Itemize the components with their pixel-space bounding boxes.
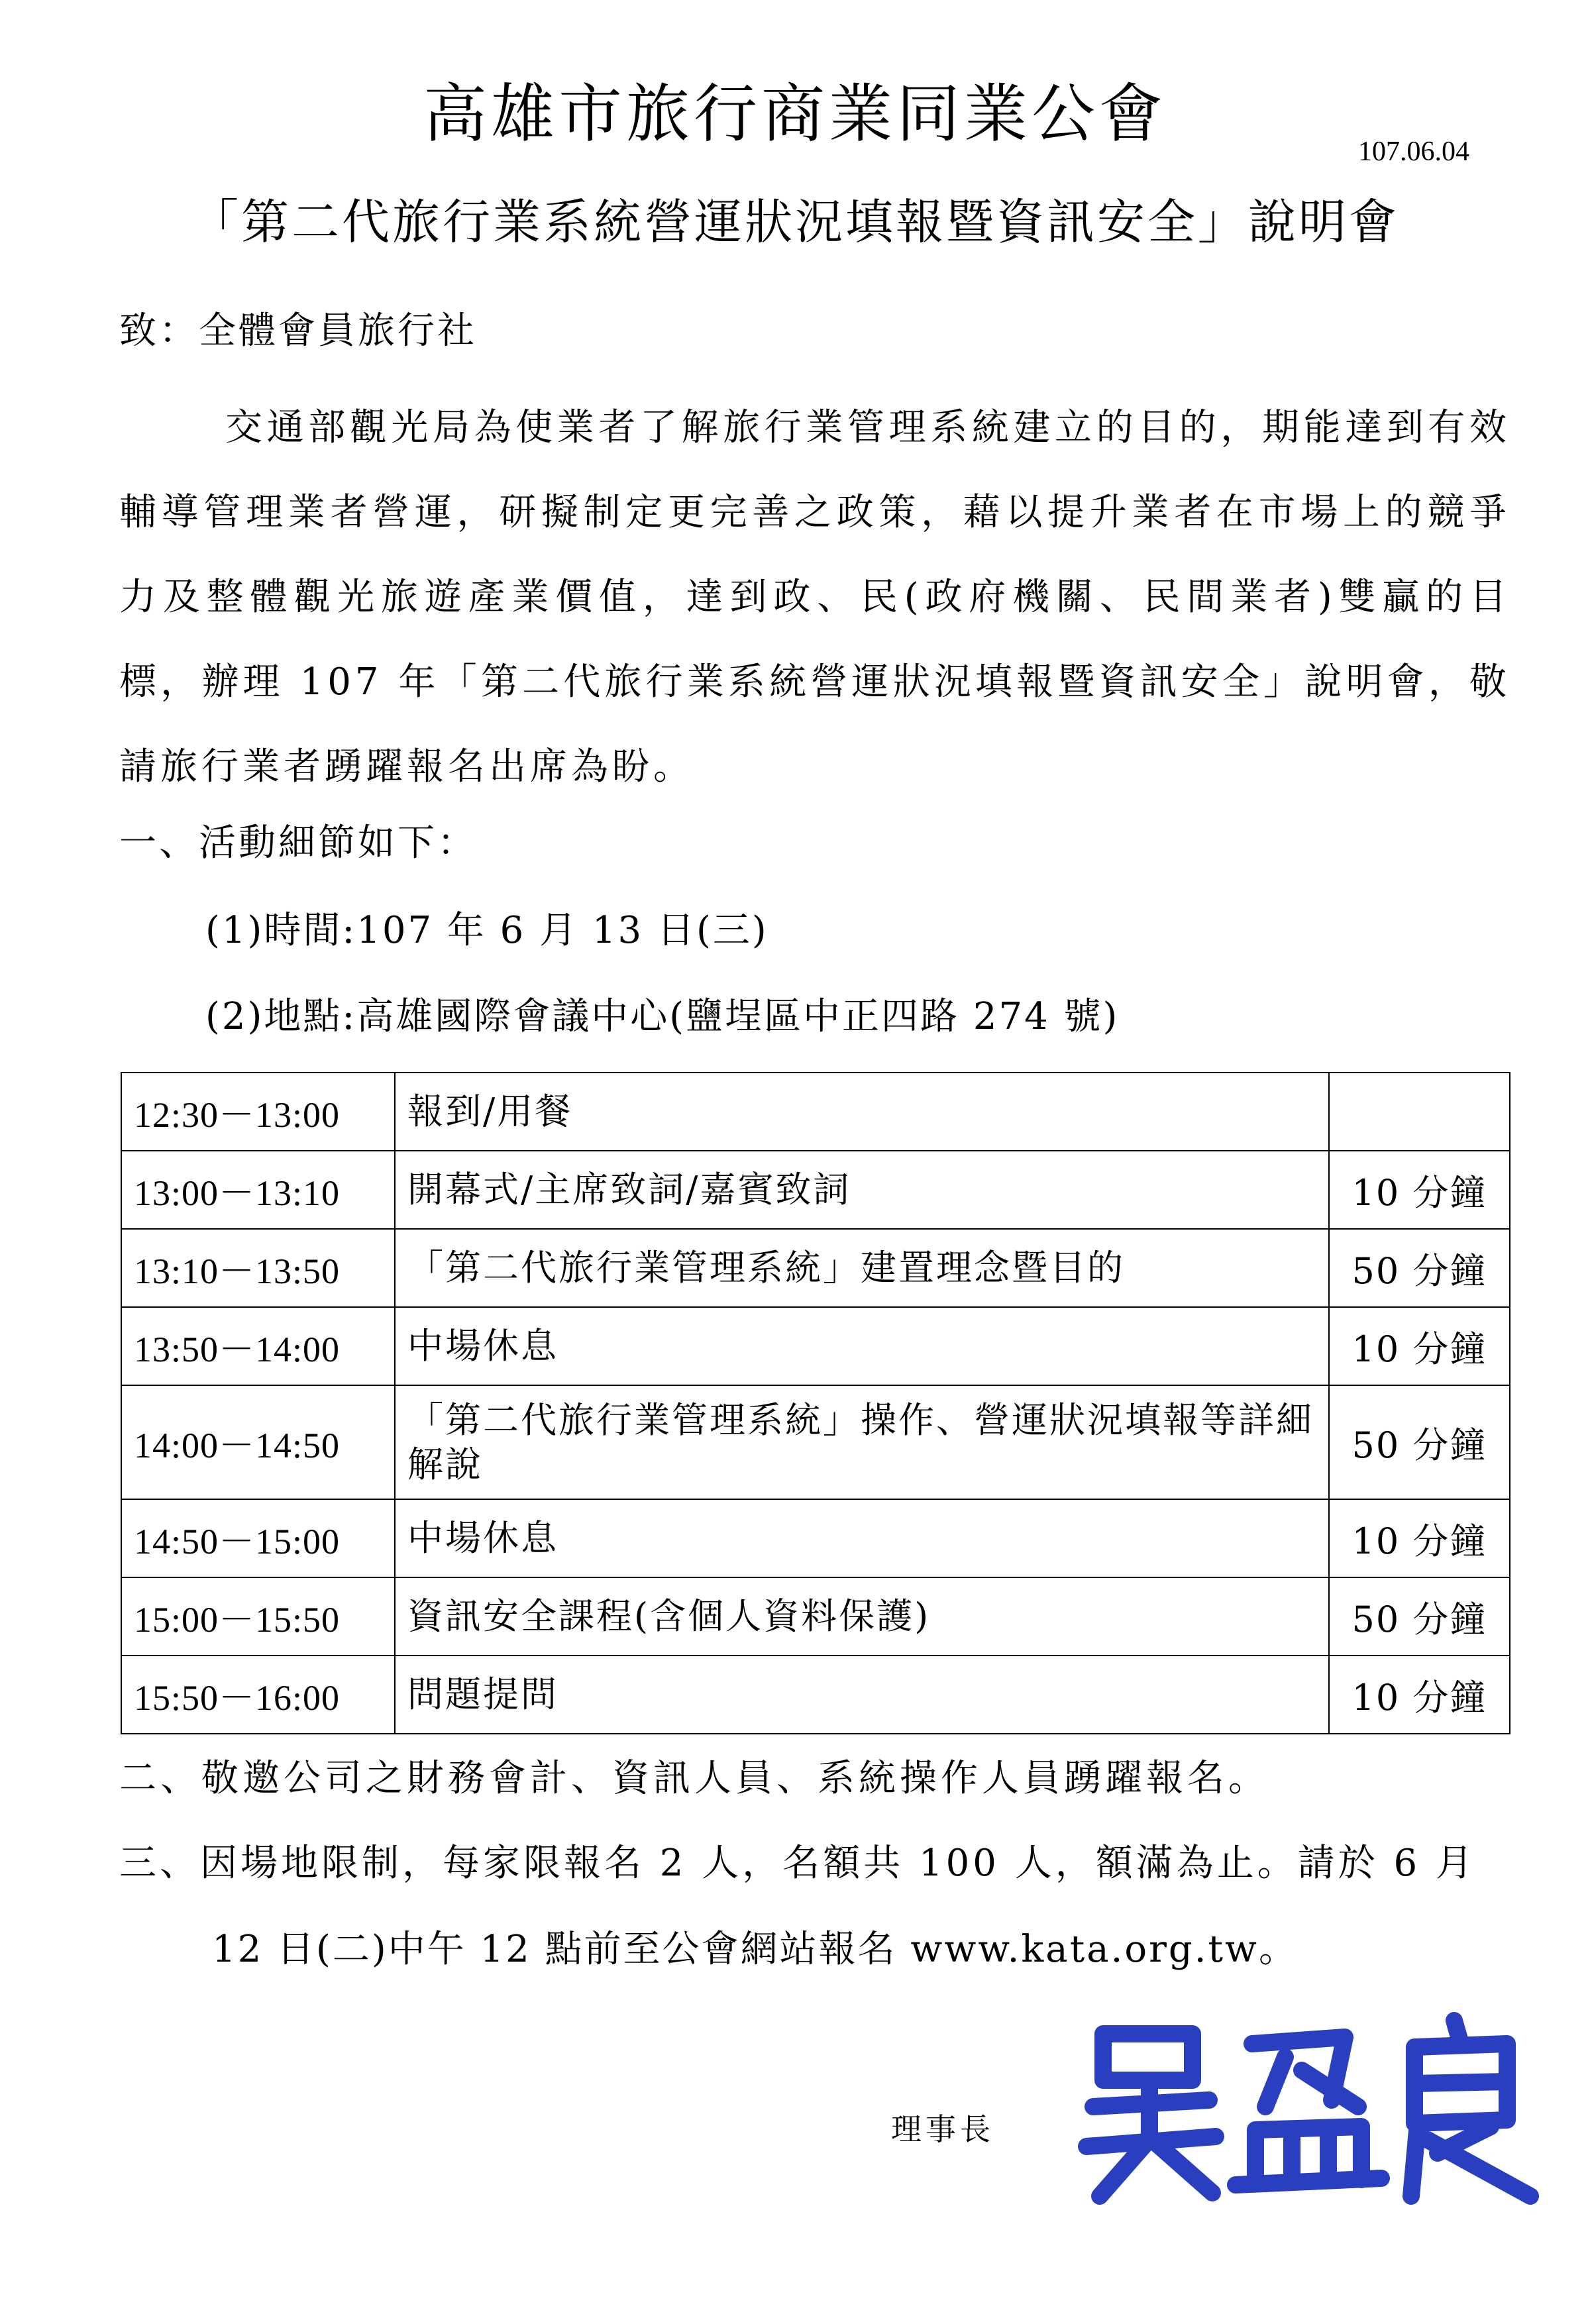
table-row: [121, 1385, 1510, 1499]
schedule-time: 12:30－13:00: [121, 1073, 395, 1151]
schedule-topic: 問題提問: [395, 1656, 1329, 1734]
table-row: [121, 1656, 1510, 1734]
schedule-time: 13:10－13:50: [121, 1229, 395, 1307]
body-paragraph: 交通部觀光局為使業者了解旅行業管理系統建立的目的，期能達到有效輔導管理業者營運，研擬制定更完善之政策，藉以提升業者在市場上的競爭力及整體觀光旅遊產業價值，達到政、民(政府機關、民間業者)雙贏的目標，辦理 107 年「第二代旅行業系統營運狀況填報暨資訊安全」說明會，敬請旅行業者踴躍報名出席為盼。: [119, 406, 1510, 788]
schedule-time: 13:00－13:10: [121, 1151, 395, 1229]
schedule-duration: 10 分鐘: [1329, 1151, 1510, 1229]
event-place: (2)地點:高雄國際會議中心(鹽埕區中正四路 274 號): [205, 995, 1120, 1038]
schedule-topic: 「第二代旅行業管理系統」操作、營運狀況填報等詳細解說: [395, 1385, 1329, 1499]
schedule-topic: 開幕式/主席致詞/嘉賓致詞: [395, 1151, 1329, 1229]
section-2-text: 二、敬邀公司之財務會計、資訊人員、系統操作人員踴躍報名。: [119, 1757, 1269, 1800]
schedule-topic: 報到/用餐: [395, 1073, 1329, 1151]
schedule-duration: 50 分鐘: [1329, 1229, 1510, 1307]
schedule-time: 15:50－16:00: [121, 1656, 395, 1734]
schedule-duration: 50 分鐘: [1329, 1385, 1510, 1499]
table-row: [121, 1151, 1510, 1229]
chairman-label: 理事長: [891, 2111, 994, 2147]
schedule-duration: 10 分鐘: [1329, 1499, 1510, 1577]
schedule-topic: 中場休息: [395, 1499, 1329, 1577]
document-title: 高雄市旅行商業同業公會: [423, 77, 1167, 151]
schedule-time: 14:00－14:50: [121, 1385, 395, 1499]
schedule-time: 15:00－15:50: [121, 1577, 395, 1656]
schedule-time: 14:50－15:00: [121, 1499, 395, 1577]
section-1-heading: 一、活動細節如下：: [119, 821, 477, 865]
schedule-duration: 10 分鐘: [1329, 1656, 1510, 1734]
schedule-table: [121, 1072, 1510, 1734]
schedule-topic: 「第二代旅行業管理系統」建置理念暨目的: [395, 1229, 1329, 1307]
document-subtitle: 「第二代旅行業系統營運狀況填報暨資訊安全」說明會: [190, 194, 1399, 250]
section-3-line-1: 三、因場地限制，每家限報名 2 人，名額共 100 人，額滿為止。請於 6 月: [119, 1842, 1476, 1885]
schedule-duration: 50 分鐘: [1329, 1577, 1510, 1656]
table-row: [121, 1229, 1510, 1307]
schedule-topic: 資訊安全課程(含個人資料保護): [395, 1577, 1329, 1656]
schedule-duration: 10 分鐘: [1329, 1307, 1510, 1385]
section-3-line-2: 12 日(二)中午 12 點前至公會網站報名 www.kata.org.tw。: [212, 1928, 1298, 1971]
salutation: 致：全體會員旅行社: [119, 309, 477, 352]
event-time: (1)時間:107 年 6 月 13 日(三): [205, 909, 768, 952]
schedule-time: 13:50－14:00: [121, 1307, 395, 1385]
schedule-duration: [1329, 1073, 1510, 1151]
document-date: 107.06.04: [1358, 136, 1469, 167]
table-row: [121, 1577, 1510, 1656]
signature-seal: [1067, 2007, 1544, 2206]
table-row: [121, 1307, 1510, 1385]
table-row: [121, 1499, 1510, 1577]
table-row: [121, 1073, 1510, 1151]
schedule-topic: 中場休息: [395, 1307, 1329, 1385]
